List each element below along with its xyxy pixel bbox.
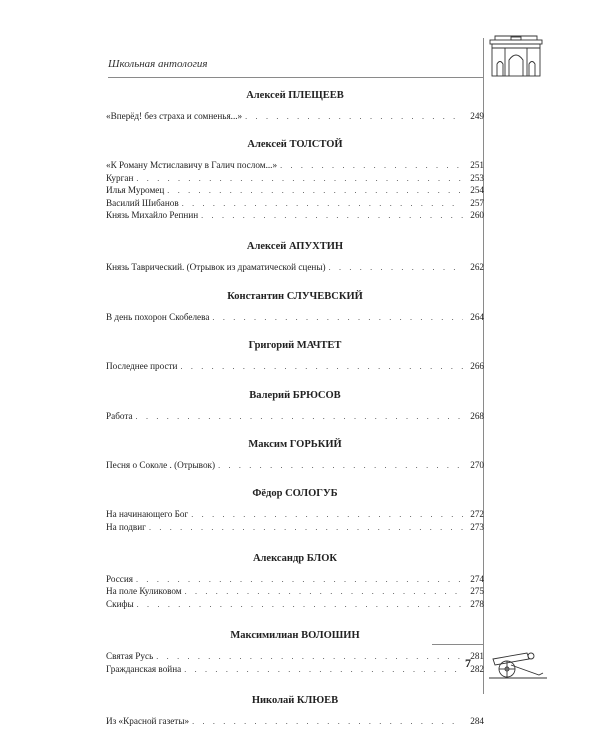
entry-title: Курган: [106, 172, 134, 183]
dot-leader: [191, 509, 463, 521]
page-number: 7: [465, 656, 471, 670]
toc-section: [106, 134, 484, 235]
toc-section: [106, 548, 484, 624]
toc-entry[interactable]: [106, 585, 484, 597]
author-heading: Максимилиан ВОЛОШИН: [230, 630, 360, 642]
dot-leader: [182, 198, 463, 210]
toc-entry[interactable]: [106, 715, 484, 727]
entry-page-number: 274: [470, 574, 484, 585]
author-heading: Валерий БРЮСОВ: [249, 389, 341, 401]
toc-entry[interactable]: [106, 261, 484, 273]
entry-page-number: 266: [470, 361, 484, 372]
toc-entry[interactable]: [106, 110, 484, 122]
toc-entry[interactable]: [106, 184, 484, 196]
toc-entry[interactable]: [106, 521, 484, 533]
author-heading: Александр БЛОК: [252, 553, 338, 565]
section-spacer: [106, 223, 484, 235]
dot-leader: [137, 599, 463, 611]
entry-title: Из «Красной газеты»: [106, 716, 190, 727]
footer-rule: [432, 644, 484, 645]
toc-entry[interactable]: [106, 459, 484, 471]
triumphal-arch-icon: [489, 34, 543, 78]
entry-page-number: 284: [470, 716, 484, 727]
dot-leader: [218, 460, 463, 472]
dot-leader: [136, 173, 463, 185]
toc-entry[interactable]: [106, 573, 484, 585]
entry-page-number: 282: [470, 663, 484, 674]
toc-section: [106, 690, 484, 738]
toc-entry[interactable]: [106, 360, 484, 372]
section-spacer: [106, 276, 484, 285]
entry-title: Скифы: [106, 598, 134, 609]
entry-page-number: 275: [470, 586, 484, 597]
entry-page-number: 273: [470, 521, 484, 532]
entry-title: Последнее прости: [106, 361, 178, 372]
section-spacer: [106, 375, 484, 384]
entry-title: Гражданская война: [106, 663, 182, 674]
cannon-icon: [487, 645, 549, 681]
entry-page-number: 270: [470, 459, 484, 470]
entry-title: На начинающего Бог: [106, 509, 189, 520]
entry-page-number: 251: [470, 160, 484, 171]
toc-section: [106, 286, 484, 334]
entry-page-number: 257: [470, 197, 484, 208]
toc-section: [106, 434, 484, 482]
author-heading: Григорий МАЧТЕТ: [248, 340, 342, 352]
toc-section: [106, 335, 484, 383]
section-spacer: [106, 729, 484, 738]
entry-page-number: 260: [470, 209, 484, 220]
entry-page-number: 278: [470, 598, 484, 609]
author-heading: Алексей ПЛЕЩЕЕВ: [246, 90, 344, 101]
toc-section: [106, 385, 484, 433]
section-spacer: [106, 612, 484, 624]
dot-leader: [329, 262, 463, 274]
dot-leader: [180, 361, 463, 373]
dot-leader: [212, 312, 463, 324]
toc-entry[interactable]: [106, 598, 484, 610]
dot-leader: [192, 716, 463, 728]
running-title: Школьная антология: [108, 58, 208, 70]
table-of-contents: [106, 84, 484, 738]
dot-leader: [136, 574, 463, 586]
dot-leader: [167, 185, 463, 197]
dot-leader: [149, 522, 463, 534]
dot-leader: [136, 411, 463, 423]
entry-page-number: 281: [470, 651, 484, 662]
section-spacer: [106, 677, 484, 689]
author-heading: Максим ГОРЬКИЙ: [248, 438, 342, 450]
toc-entry[interactable]: [106, 650, 484, 662]
entry-page-number: 262: [470, 262, 484, 273]
entry-title: Илья Муромец: [106, 185, 165, 196]
entry-page-number: 249: [470, 111, 484, 121]
entry-title: На подвиг: [106, 521, 146, 532]
section-spacer: [106, 325, 484, 334]
toc-section: [106, 483, 484, 547]
entry-title: «Вперёд! без страха и сомненья...»: [106, 111, 243, 121]
toc-entry[interactable]: [106, 197, 484, 209]
entry-page-number: 253: [470, 172, 484, 183]
author-heading: Константин СЛУЧЕВСКИЙ: [227, 290, 363, 302]
author-heading: Алексей АПУХТИН: [246, 241, 344, 253]
toc-entry[interactable]: [106, 209, 484, 221]
entry-title: Василий Шибанов: [106, 197, 179, 208]
dot-leader: [280, 160, 463, 172]
toc-entry[interactable]: [106, 410, 484, 422]
section-spacer: [106, 424, 484, 433]
toc-section: [106, 236, 484, 284]
entry-title: Россия: [106, 574, 134, 585]
toc-entry[interactable]: [106, 159, 484, 171]
dot-leader: [184, 664, 463, 676]
author-heading: Алексей ТОЛСТОЙ: [247, 139, 343, 151]
toc-entry[interactable]: [106, 311, 484, 323]
entry-page-number: 264: [470, 311, 484, 322]
toc-section: [106, 85, 484, 133]
entry-title: Князь Михайло Репнин: [106, 209, 199, 220]
section-spacer: [106, 124, 484, 133]
header-rule: [108, 77, 484, 78]
section-spacer: [106, 535, 484, 547]
entry-title: Святая Русь: [106, 651, 154, 662]
section-spacer: [106, 473, 484, 482]
author-heading: Николай КЛЮЕВ: [251, 695, 339, 707]
entry-title: В день похорон Скобелева: [106, 311, 210, 322]
entry-title: «К Роману Мстиславичу в Галич послом...»: [106, 160, 278, 171]
toc-entry[interactable]: [106, 508, 484, 520]
dot-leader: [156, 651, 463, 663]
toc-section: [106, 625, 484, 689]
toc-entry[interactable]: [106, 172, 484, 184]
dot-leader: [245, 111, 463, 123]
entry-page-number: 254: [470, 185, 484, 196]
entry-title: Работа: [106, 410, 133, 421]
entry-title: Князь Таврический. (Отрывок из драматической сцены): [106, 262, 326, 273]
dot-leader: [201, 210, 463, 222]
dot-leader: [185, 586, 463, 598]
author-heading: Фёдор СОЛОГУБ: [252, 488, 338, 500]
entry-title: На поле Куликовом: [106, 586, 182, 597]
entry-page-number: 272: [470, 509, 484, 520]
entry-title: Песня о Соколе . (Отрывок): [106, 459, 216, 470]
entry-page-number: 268: [470, 410, 484, 421]
toc-entry[interactable]: [106, 663, 484, 675]
